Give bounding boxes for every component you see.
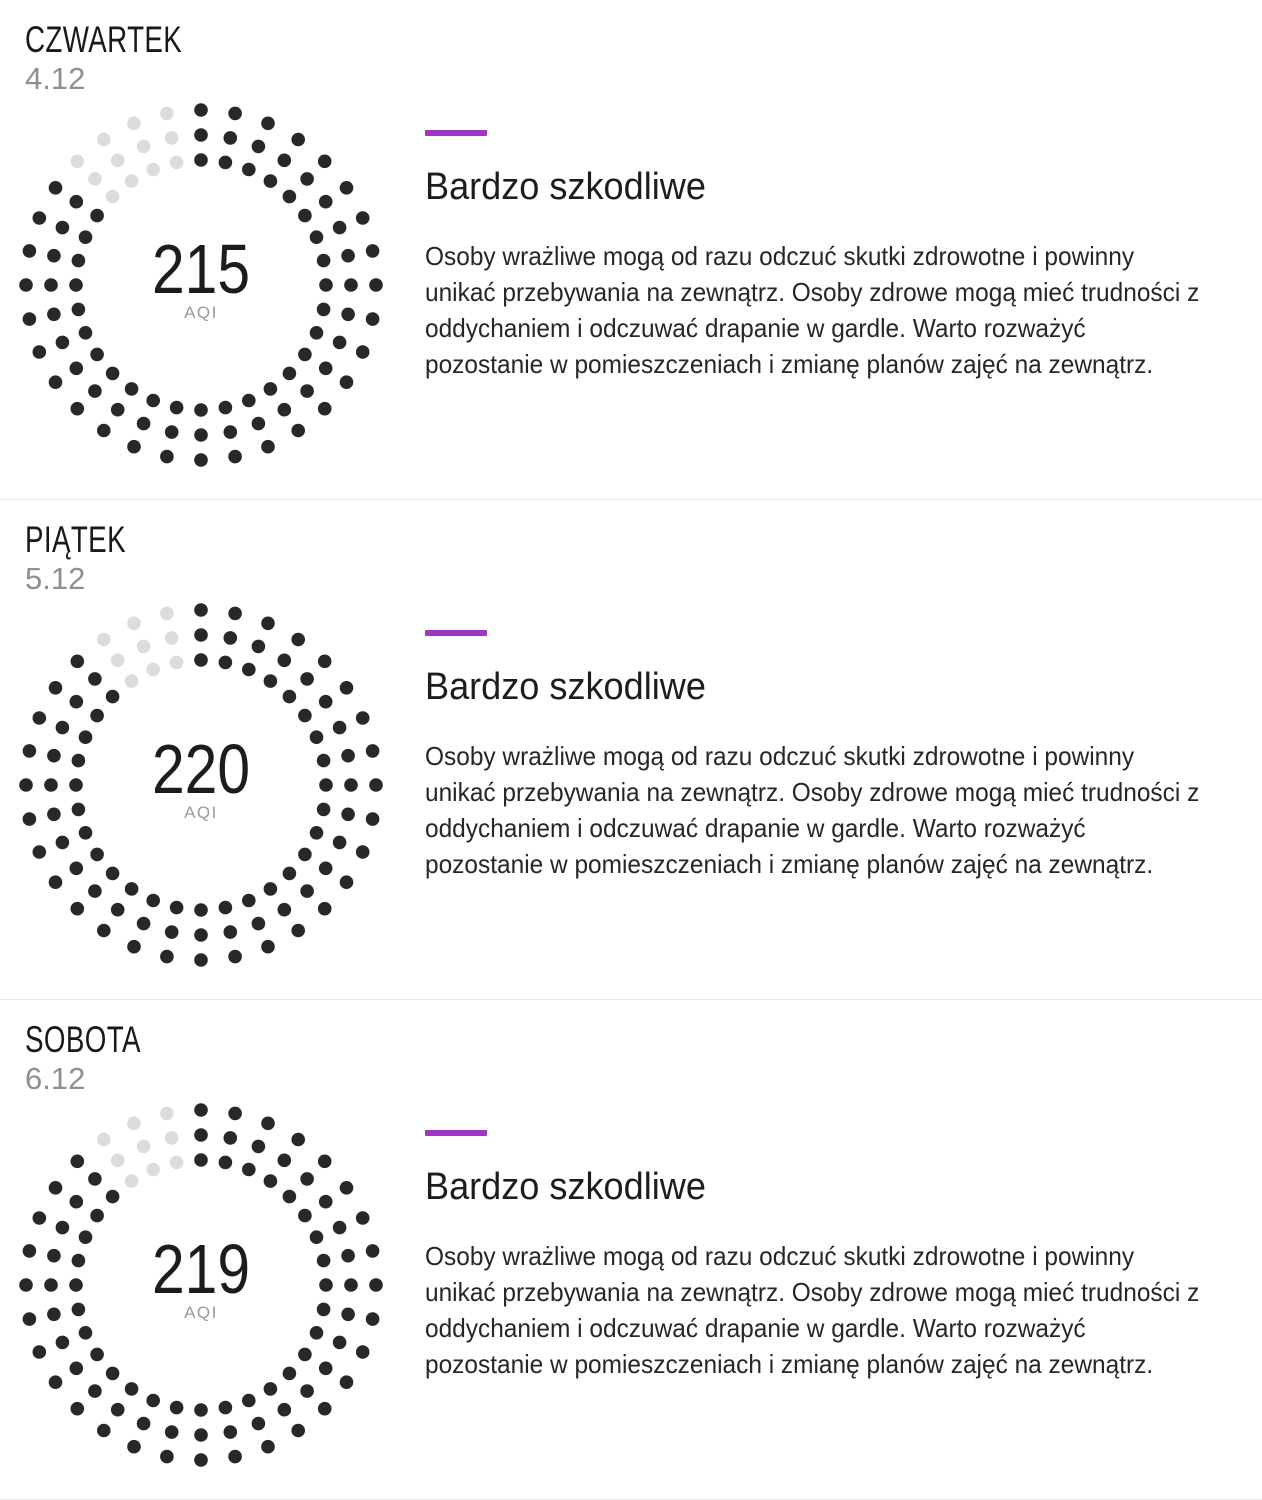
- gauge-dot: [137, 417, 151, 431]
- gauge-dot: [106, 1367, 120, 1381]
- status-accent-bar: [425, 1130, 487, 1136]
- gauge-dot: [194, 928, 208, 942]
- gauge-dot: [56, 1336, 70, 1350]
- aqi-unit-label: AQI: [184, 1303, 218, 1322]
- gauge-dot: [228, 450, 242, 464]
- gauge-dot: [300, 1172, 314, 1186]
- gauge-dot: [310, 826, 324, 840]
- gauge-dot: [242, 163, 256, 177]
- gauge-dot: [298, 1348, 312, 1362]
- day-title: CZWARTEK: [25, 19, 183, 60]
- gauge-dot: [137, 917, 151, 931]
- aqi-value: 220: [151, 730, 251, 808]
- gauge-dot: [278, 903, 292, 917]
- day-date: 6.12: [25, 1061, 86, 1096]
- gauge-dot: [88, 172, 102, 186]
- description-line: unikać przebywania na zewnątrz. Osoby zdrowe mogą mieć trudności z: [425, 277, 1200, 307]
- gauge-dot: [56, 1221, 70, 1235]
- aqi-value: 219: [151, 1230, 251, 1308]
- gauge-dot: [228, 107, 242, 121]
- gauge-dot: [283, 1190, 297, 1204]
- gauge-dot: [224, 1425, 238, 1439]
- day-title: PIĄTEK: [25, 519, 126, 560]
- gauge-dot: [228, 607, 242, 621]
- gauge-dot: [88, 384, 102, 398]
- gauge-dot: [71, 155, 85, 169]
- gauge-dot: [71, 902, 85, 916]
- gauge-dot: [127, 940, 141, 954]
- gauge-dot: [366, 244, 380, 258]
- description-line: pozostanie w pomieszczeniach i zmianę planów zajęć na zewnątrz.: [425, 1349, 1154, 1379]
- gauge-dot: [318, 1402, 332, 1416]
- gauge-dot: [261, 1440, 275, 1454]
- gauge-dot: [224, 131, 238, 145]
- gauge-dot: [97, 924, 111, 938]
- gauge-dot: [70, 1195, 84, 1209]
- aqi-value: 215: [151, 230, 251, 308]
- gauge-dot: [369, 778, 383, 792]
- gauge-dot: [369, 1278, 383, 1292]
- gauge-dot: [340, 1181, 354, 1195]
- status-description: [425, 738, 1199, 882]
- gauge-dot: [291, 424, 305, 438]
- gauge-dot: [106, 190, 120, 204]
- gauge-dot: [106, 367, 120, 381]
- gauge-dot: [333, 221, 347, 235]
- gauge-dot: [194, 1453, 208, 1467]
- gauge-dot: [49, 375, 63, 389]
- gauge-dot: [194, 453, 208, 467]
- description-line: oddychaniem i odczuwać drapanie w gardle. Warto rozważyć: [425, 813, 1086, 843]
- gauge-dot: [71, 1402, 85, 1416]
- gauge-dot: [49, 1375, 63, 1389]
- gauge-dot: [19, 278, 33, 292]
- gauge-dot: [106, 867, 120, 881]
- gauge-dot: [340, 1375, 354, 1389]
- gauge-dot: [242, 894, 256, 908]
- gauge-dot: [23, 244, 37, 258]
- gauge-dot: [194, 628, 208, 642]
- gauge-dot: [252, 1140, 266, 1154]
- gauge-dot: [194, 603, 208, 617]
- gauge-dot: [283, 690, 297, 704]
- gauge-dot: [318, 655, 332, 669]
- status-description: [425, 1238, 1199, 1382]
- description-line: oddychaniem i odczuwać drapanie w gardle. Warto rozważyć: [425, 313, 1086, 343]
- gauge-dot: [340, 181, 354, 195]
- gauge-dot: [319, 195, 333, 209]
- aqi-unit-label: AQI: [184, 803, 218, 822]
- gauge-dot: [228, 1107, 242, 1121]
- gauge-dot: [49, 681, 63, 695]
- gauge-dot: [194, 428, 208, 442]
- gauge-dot: [170, 656, 184, 670]
- gauge-dot: [90, 709, 104, 723]
- gauge-dot: [340, 375, 354, 389]
- gauge-dot: [366, 744, 380, 758]
- gauge-dot: [333, 336, 347, 350]
- gauge-dot: [283, 367, 297, 381]
- gauge-dot: [33, 1211, 47, 1225]
- status-heading: Bardzo szkodliwe: [425, 666, 706, 708]
- gauge-dot: [242, 1394, 256, 1408]
- gauge-dot: [170, 1401, 184, 1415]
- gauge-dot: [90, 1348, 104, 1362]
- aqi-gauge: [11, 595, 391, 975]
- status-accent-bar: [425, 630, 487, 636]
- gauge-dot: [146, 1394, 160, 1408]
- gauge-dot: [291, 133, 305, 147]
- gauge-dot: [356, 1345, 370, 1359]
- gauge-dot: [194, 1403, 208, 1417]
- gauge-dot: [125, 882, 139, 896]
- gauge-dot: [224, 631, 238, 645]
- gauge-dot: [278, 654, 292, 668]
- gauge-dot: [298, 209, 312, 223]
- description-line: pozostanie w pomieszczeniach i zmianę planów zajęć na zewnątrz.: [425, 849, 1154, 879]
- gauge-dot: [356, 845, 370, 859]
- gauge-dot: [298, 848, 312, 862]
- gauge-dot: [252, 417, 266, 431]
- gauge-dot: [194, 103, 208, 117]
- gauge-dot: [111, 1403, 125, 1417]
- gauge-dot: [165, 1131, 179, 1145]
- gauge-dot: [90, 848, 104, 862]
- gauge-dot: [194, 1428, 208, 1442]
- gauge-dot: [283, 1367, 297, 1381]
- gauge-dot: [146, 163, 160, 177]
- gauge-dot: [219, 401, 233, 415]
- gauge-dot: [97, 1424, 111, 1438]
- gauge-dot: [146, 894, 160, 908]
- gauge-dot: [318, 1155, 332, 1169]
- gauge-dot: [319, 1362, 333, 1376]
- gauge-dot: [333, 836, 347, 850]
- gauge-dot: [160, 107, 174, 121]
- gauge-dot: [33, 845, 47, 859]
- description-line: Osoby wrażliwe mogą od razu odczuć skutki zdrowotne i powinny: [425, 241, 1135, 271]
- gauge-dot: [261, 940, 275, 954]
- description-line: oddychaniem i odczuwać drapanie w gardle. Warto rozważyć: [425, 1313, 1086, 1343]
- gauge-dot: [264, 382, 278, 396]
- gauge-dot: [194, 128, 208, 142]
- gauge-dot: [300, 884, 314, 898]
- gauge-dot: [298, 348, 312, 362]
- gauge-dot: [97, 1133, 111, 1147]
- gauge-dot: [111, 654, 125, 668]
- gauge-dot: [127, 1440, 141, 1454]
- gauge-dot: [49, 1181, 63, 1195]
- gauge-dot: [111, 1154, 125, 1168]
- gauge-dot: [165, 425, 179, 439]
- gauge-dot: [242, 394, 256, 408]
- description-line: Osoby wrażliwe mogą od razu odczuć skutki zdrowotne i powinny: [425, 741, 1135, 771]
- gauge-dot: [319, 862, 333, 876]
- description-line: Osoby wrażliwe mogą od razu odczuć skutki zdrowotne i powinny: [425, 1241, 1135, 1271]
- gauge-dot: [264, 174, 278, 188]
- gauge-dot: [242, 663, 256, 677]
- gauge-dot: [310, 326, 324, 340]
- gauge-dot: [283, 190, 297, 204]
- gauge-dot: [194, 1103, 208, 1117]
- gauge-dot: [146, 394, 160, 408]
- gauge-dot: [194, 1153, 208, 1167]
- forecast-row-thursday: [0, 0, 1262, 500]
- gauge-dot: [165, 1425, 179, 1439]
- gauge-dot: [127, 440, 141, 454]
- gauge-dot: [194, 653, 208, 667]
- gauge-dot: [70, 362, 84, 376]
- gauge-dot: [111, 403, 125, 417]
- gauge-dot: [356, 711, 370, 725]
- description-line: unikać przebywania na zewnątrz. Osoby zdrowe mogą mieć trudności z: [425, 777, 1200, 807]
- gauge-dot: [264, 674, 278, 688]
- gauge-dot: [264, 882, 278, 896]
- status-accent-bar: [425, 130, 487, 136]
- description-line: unikać przebywania na zewnątrz. Osoby zdrowe mogą mieć trudności z: [425, 1277, 1200, 1307]
- gauge-dot: [127, 117, 141, 131]
- gauge-dot: [137, 140, 151, 154]
- gauge-dot: [33, 345, 47, 359]
- gauge-dot: [19, 1278, 33, 1292]
- gauge-dot: [127, 1117, 141, 1131]
- gauge-dot: [224, 425, 238, 439]
- day-title: SOBOTA: [25, 1019, 141, 1060]
- gauge-dot: [356, 1211, 370, 1225]
- gauge-dot: [160, 950, 174, 964]
- gauge-dot: [160, 450, 174, 464]
- gauge-dot: [194, 403, 208, 417]
- gauge-dot: [278, 154, 292, 168]
- gauge-dot: [127, 617, 141, 631]
- gauge-dot: [170, 1156, 184, 1170]
- gauge-dot: [310, 1326, 324, 1340]
- gauge-dot: [97, 424, 111, 438]
- gauge-dot: [356, 211, 370, 225]
- gauge-dot: [194, 953, 208, 967]
- gauge-dot: [194, 1128, 208, 1142]
- gauge-dot: [333, 721, 347, 735]
- gauge-dot: [88, 884, 102, 898]
- gauge-dot: [23, 1244, 37, 1258]
- gauge-dot: [70, 1362, 84, 1376]
- gauge-dot: [264, 1382, 278, 1396]
- gauge-dot: [23, 744, 37, 758]
- aqi-gauge: [11, 95, 391, 475]
- gauge-dot: [137, 640, 151, 654]
- gauge-dot: [219, 156, 233, 170]
- gauge-dot: [219, 1156, 233, 1170]
- gauge-dot: [88, 1172, 102, 1186]
- gauge-dot: [366, 1244, 380, 1258]
- gauge-dot: [224, 925, 238, 939]
- gauge-dot: [71, 1155, 85, 1169]
- gauge-dot: [278, 1403, 292, 1417]
- aqi-unit-label: AQI: [184, 303, 218, 322]
- gauge-dot: [261, 1117, 275, 1131]
- status-heading: Bardzo szkodliwe: [425, 1166, 706, 1208]
- gauge-dot: [56, 221, 70, 235]
- gauge-dot: [56, 721, 70, 735]
- gauge-dot: [319, 362, 333, 376]
- gauge-dot: [137, 1140, 151, 1154]
- gauge-dot: [340, 681, 354, 695]
- gauge-dot: [71, 655, 85, 669]
- gauge-dot: [228, 950, 242, 964]
- gauge-dot: [88, 672, 102, 686]
- gauge-dot: [300, 384, 314, 398]
- gauge-dot: [333, 1336, 347, 1350]
- gauge-dot: [33, 211, 47, 225]
- gauge-dot: [219, 1401, 233, 1415]
- gauge-dot: [300, 672, 314, 686]
- gauge-dot: [160, 607, 174, 621]
- gauge-dot: [97, 133, 111, 147]
- gauge-dot: [56, 836, 70, 850]
- gauge-dot: [194, 903, 208, 917]
- gauge-dot: [106, 690, 120, 704]
- gauge-dot: [125, 1382, 139, 1396]
- description-line: pozostanie w pomieszczeniach i zmianę planów zajęć na zewnątrz.: [425, 349, 1154, 379]
- gauge-dot: [79, 326, 93, 340]
- gauge-dot: [291, 1424, 305, 1438]
- gauge-dot: [125, 674, 139, 688]
- gauge-dot: [160, 1450, 174, 1464]
- status-heading: Bardzo szkodliwe: [425, 166, 706, 208]
- gauge-dot: [278, 1154, 292, 1168]
- status-description: [425, 238, 1199, 382]
- gauge-dot: [56, 336, 70, 350]
- gauge-dot: [224, 1131, 238, 1145]
- gauge-dot: [106, 1190, 120, 1204]
- gauge-dot: [261, 117, 275, 131]
- gauge-dot: [252, 917, 266, 931]
- gauge-dot: [146, 663, 160, 677]
- gauge-dot: [70, 695, 84, 709]
- gauge-dot: [49, 875, 63, 889]
- gauge-dot: [219, 656, 233, 670]
- gauge-dot: [49, 181, 63, 195]
- gauge-dot: [90, 1209, 104, 1223]
- gauge-dot: [291, 633, 305, 647]
- gauge-dot: [88, 1384, 102, 1398]
- gauge-dot: [278, 403, 292, 417]
- gauge-dot: [283, 867, 297, 881]
- gauge-dot: [170, 401, 184, 415]
- gauge-dot: [165, 631, 179, 645]
- gauge-dot: [219, 901, 233, 915]
- gauge-dot: [165, 925, 179, 939]
- gauge-dot: [170, 156, 184, 170]
- gauge-dot: [125, 1174, 139, 1188]
- gauge-dot: [170, 901, 184, 915]
- gauge-dot: [252, 1417, 266, 1431]
- gauge-dot: [79, 826, 93, 840]
- gauge-dot: [252, 640, 266, 654]
- gauge-dot: [319, 1195, 333, 1209]
- gauge-dot: [319, 695, 333, 709]
- gauge-dot: [33, 711, 47, 725]
- gauge-dot: [194, 153, 208, 167]
- aqi-gauge: [11, 1095, 391, 1475]
- gauge-dot: [111, 154, 125, 168]
- gauge-dot: [160, 1107, 174, 1121]
- gauge-dot: [340, 875, 354, 889]
- day-date: 5.12: [25, 561, 86, 596]
- gauge-dot: [298, 709, 312, 723]
- gauge-dot: [19, 778, 33, 792]
- gauge-dot: [261, 617, 275, 631]
- gauge-dot: [71, 402, 85, 416]
- gauge-dot: [242, 1163, 256, 1177]
- gauge-dot: [318, 155, 332, 169]
- gauge-dot: [90, 348, 104, 362]
- forecast-row-saturday: [0, 1000, 1262, 1500]
- day-date: 4.12: [25, 61, 86, 96]
- gauge-dot: [333, 1221, 347, 1235]
- gauge-dot: [90, 209, 104, 223]
- gauge-dot: [252, 140, 266, 154]
- gauge-dot: [300, 1384, 314, 1398]
- gauge-dot: [369, 278, 383, 292]
- gauge-dot: [228, 1450, 242, 1464]
- gauge-dot: [146, 1163, 160, 1177]
- gauge-dot: [318, 902, 332, 916]
- gauge-dot: [261, 440, 275, 454]
- gauge-dot: [165, 131, 179, 145]
- gauge-dot: [70, 862, 84, 876]
- gauge-dot: [125, 382, 139, 396]
- gauge-dot: [300, 172, 314, 186]
- gauge-dot: [33, 1345, 47, 1359]
- gauge-dot: [79, 1326, 93, 1340]
- gauge-dot: [70, 195, 84, 209]
- gauge-dot: [298, 1209, 312, 1223]
- gauge-dot: [111, 903, 125, 917]
- gauge-dot: [125, 174, 139, 188]
- gauge-dot: [137, 1417, 151, 1431]
- gauge-dot: [318, 402, 332, 416]
- gauge-dot: [291, 924, 305, 938]
- gauge-dot: [356, 345, 370, 359]
- forecast-row-friday: [0, 500, 1262, 1000]
- gauge-dot: [291, 1133, 305, 1147]
- gauge-dot: [264, 1174, 278, 1188]
- gauge-dot: [97, 633, 111, 647]
